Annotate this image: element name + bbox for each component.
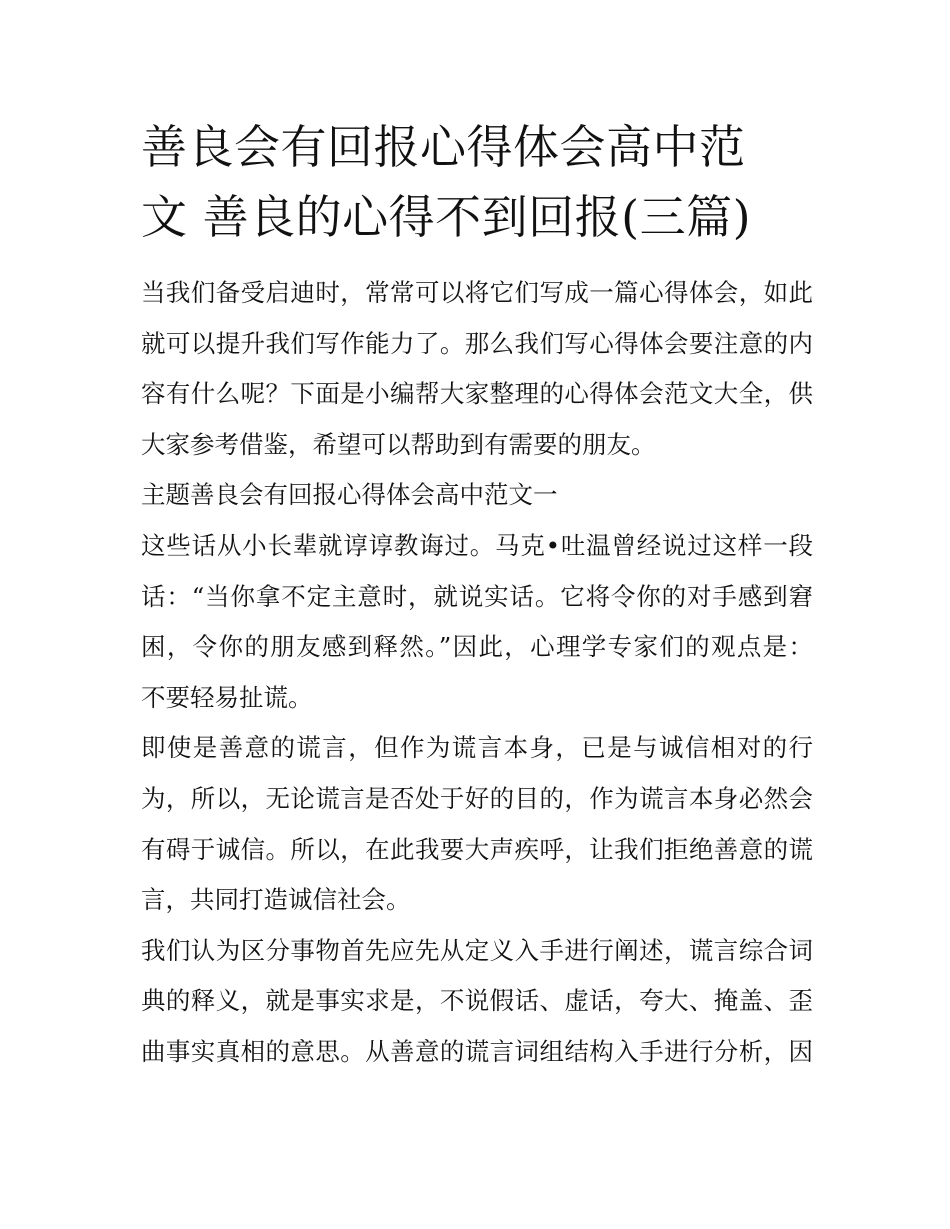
section-heading <box>141 470 813 521</box>
title-line: 文 善良的心得不到回报(三篇) <box>141 190 752 244</box>
text-line: 容有什么呢？下面是小编帮大家整理的心得体会范文大全，供 <box>141 379 813 409</box>
text-line: 这些话从小长辈就谆谆教诲过。马克•吐温曾经说过这样一段 <box>141 530 813 560</box>
text-line: 有碍于诚信。所以，在此我要大声疾呼，让我们拒绝善意的谎 <box>141 834 813 864</box>
body-paragraph <box>141 521 813 723</box>
text-line: 言，共同打造诚信社会。 <box>141 885 411 915</box>
document-content <box>141 112 813 1078</box>
text-line: 不要轻易扯谎。 <box>141 682 313 712</box>
text-line: 我们认为区分事物首先应先从定义入手进行阐述，谎言综合词 <box>141 935 813 965</box>
body-paragraph <box>141 723 813 925</box>
title-line: 善良会有回报心得体会高中范 <box>141 120 746 174</box>
text-line: 当我们备受启迪时，常常可以将它们写成一篇心得体会，如此 <box>141 278 813 307</box>
text-line: 大家参考借鉴，希望可以帮助到有需要的朋友。 <box>141 429 656 459</box>
text-line: 困，令你的朋友感到释然。”因此，心理学专家们的观点是： <box>141 632 813 662</box>
text-line: 曲事实真相的意思。从善意的谎言词组结构入手进行分析，因 <box>141 1036 813 1066</box>
intro-paragraph <box>141 268 813 470</box>
text-line: 主题善良会有回报心得体会高中范文一 <box>141 480 558 510</box>
text-line: 即使是善意的谎言，但作为谎言本身，已是与诚信相对的行 <box>141 733 813 763</box>
text-line: 为，所以，无论谎言是否处于好的目的，作为谎言本身必然会 <box>141 783 813 813</box>
text-line: 就可以提升我们写作能力了。那么我们写心得体会要注意的内 <box>141 328 813 358</box>
document-body <box>141 268 813 1078</box>
document-title <box>141 112 813 252</box>
text-line: 话：“当你拿不定主意时，就说实话。它将令你的对手感到窘 <box>141 581 813 611</box>
body-paragraph <box>141 926 813 1078</box>
text-line: 典的释义，就是事实求是，不说假话、虚话，夸大、掩盖、歪 <box>141 986 813 1016</box>
